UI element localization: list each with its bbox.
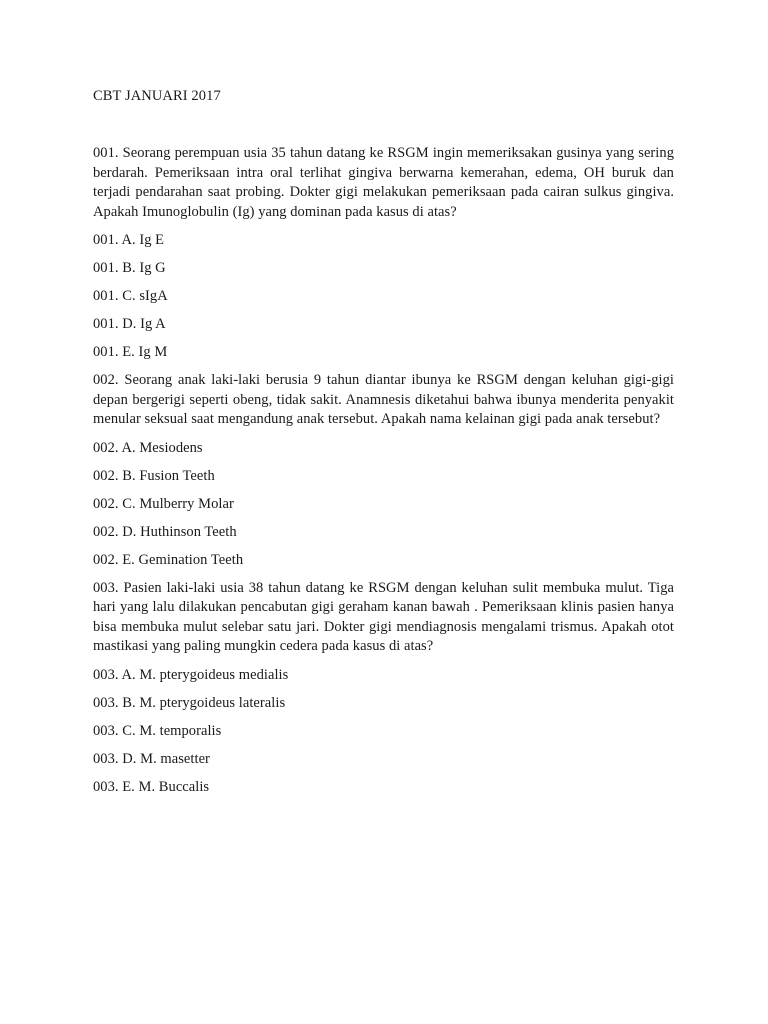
question-stem: 002. Seorang anak laki-laki berusia 9 tahun diantar ibunya ke RSGM dengan keluhan gigi-gigi depan bergerigi seperti obeng, tidak sakit. Anamnesis diketahui bahwa ibunya menderita penyakit menular seksual saat mengandung anak tersebut. Apakah nama kelainan gigi pada anak tersebut? [93, 372, 674, 427]
answer-option-b: 002. B. Fusion Teeth [93, 467, 215, 484]
question-stem: 001. Seorang perempuan usia 35 tahun datang ke RSGM ingin memeriksakan gusinya yang sering berdarah. Pemeriksaan intra oral terlihat gingiva berwarna kemerahan, edema, OH buruk dan terjadi pendarahan saat probing. Dokter gigi melakukan pemeriksaan pada cairan sulkus gingiva. Apakah Imunoglobulin (Ig) yang dominan pada kasus di atas? [93, 145, 674, 220]
answer-option-d: 002. D. Huthinson Teeth [93, 523, 237, 540]
document-title: CBT JANUARI 2017 [93, 88, 221, 104]
question-stem: 003. Pasien laki-laki usia 38 tahun datang ke RSGM dengan keluhan sulit membuka mulut. Tiga hari yang lalu dilakukan pencabutan gigi geraham kanan bawah . Pemeriksaan klinis pasien hanya bisa membuka mulut selebar satu jari. Dokter gigi mendiagnosis mengalami trismus. Apakah otot mastikasi yang paling mungkin cedera pada kasus di atas? [93, 579, 674, 654]
answer-option-b: 003. B. M. pterygoideus lateralis [93, 694, 286, 711]
answer-option-e: 002. E. Gemination Teeth [93, 551, 244, 568]
answer-option-c: 003. C. M. temporalis [93, 722, 222, 739]
answer-option-a: 002. A. Mesiodens [93, 439, 203, 456]
answer-option-a: 001. A. Ig E [93, 232, 165, 248]
answer-option-b: 001. B. Ig G [93, 260, 166, 276]
answer-option-c: 001. C. sIgA [93, 288, 168, 304]
document-page [93, 86, 674, 806]
question-003 [93, 579, 674, 797]
answer-option-e: 003. E. M. Buccalis [93, 778, 210, 795]
question-002 [93, 371, 674, 570]
answer-option-c: 002. C. Mulberry Molar [93, 495, 234, 512]
answer-option-e: 001. E. Ig M [93, 344, 168, 360]
question-001 [93, 144, 674, 362]
answer-option-d: 001. D. Ig A [93, 316, 166, 332]
answer-option-d: 003. D. M. masetter [93, 750, 210, 767]
answer-option-a: 003. A. M. pterygoideus medialis [93, 666, 289, 683]
